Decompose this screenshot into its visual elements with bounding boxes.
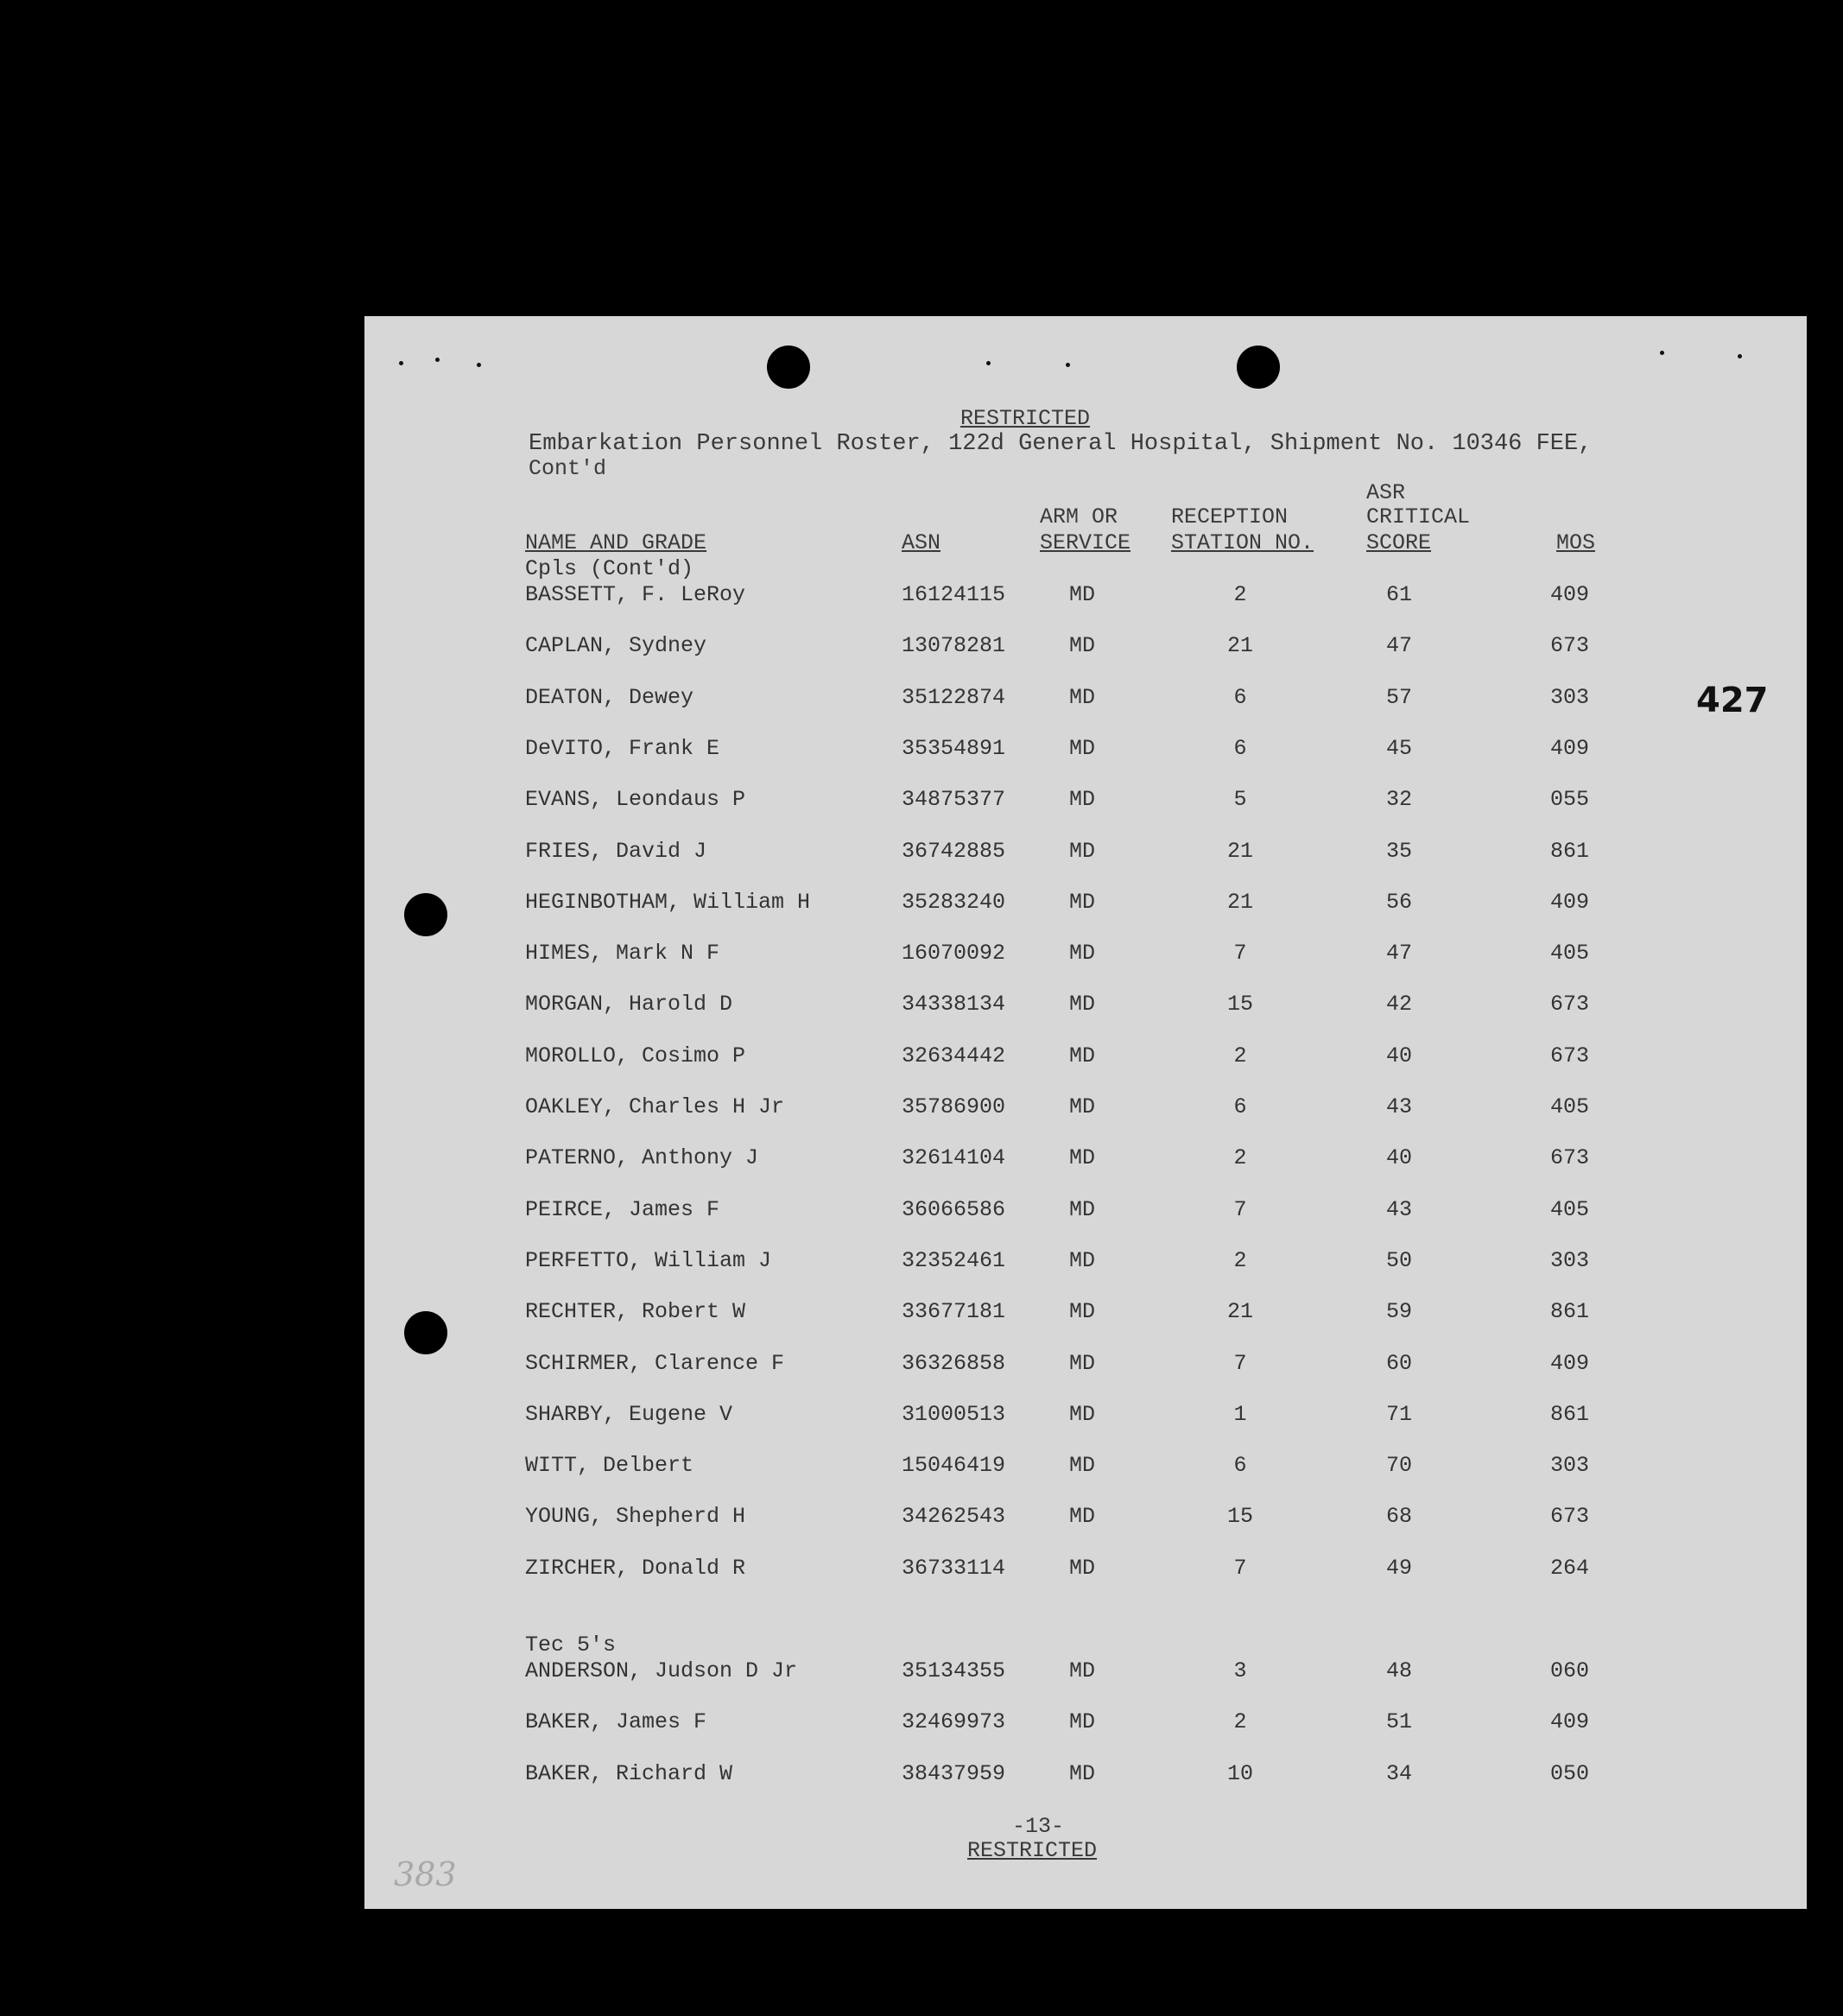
cell-arm-or-service: MD xyxy=(1069,838,1096,864)
table-row xyxy=(364,633,1807,668)
table-row xyxy=(364,685,1807,720)
cell-reception-station: 3 xyxy=(1233,1658,1247,1683)
table-row xyxy=(364,1761,1807,1796)
cell-name: ZIRCHER, Donald R xyxy=(525,1555,746,1581)
cell-mos: 409 xyxy=(1550,1709,1590,1735)
cell-asr-score: 34 xyxy=(1385,1760,1412,1786)
table-row xyxy=(364,1197,1807,1232)
cell-asn: 16124115 xyxy=(902,582,1006,607)
cell-arm-or-service: MD xyxy=(1069,1709,1096,1735)
cell-asr-score: 40 xyxy=(1385,1145,1412,1171)
cell-arm-or-service: MD xyxy=(1069,1299,1096,1325)
cell-arm-or-service: MD xyxy=(1069,941,1096,967)
cell-arm-or-service: MD xyxy=(1069,1504,1096,1530)
table-row xyxy=(364,1043,1807,1078)
cell-arm-or-service: MD xyxy=(1069,1094,1096,1119)
cell-name: PATERNO, Anthony J xyxy=(525,1145,759,1171)
column-asr-heading-line1: ASR xyxy=(1366,480,1406,505)
cell-asr-score: 70 xyxy=(1385,1453,1412,1479)
cell-name: BAKER, James F xyxy=(525,1709,707,1735)
cell-mos: 861 xyxy=(1550,1299,1590,1325)
cell-asr-score: 51 xyxy=(1385,1709,1412,1735)
cell-name: YOUNG, Shepherd H xyxy=(525,1504,746,1530)
cell-arm-or-service: MD xyxy=(1069,1760,1096,1786)
speck xyxy=(435,358,440,362)
cell-mos: 409 xyxy=(1550,889,1590,915)
cell-name: DEATON, Dewey xyxy=(525,684,694,710)
cell-arm-or-service: MD xyxy=(1069,1196,1096,1222)
cell-name: MOROLLO, Cosimo P xyxy=(525,1043,746,1068)
cell-reception-station: 6 xyxy=(1233,1453,1247,1479)
group-label: Cpls (Cont'd) xyxy=(525,556,694,581)
cell-mos: 303 xyxy=(1550,1247,1590,1273)
stamped-number: 427 xyxy=(1696,681,1769,720)
cell-mos: 303 xyxy=(1550,684,1590,710)
cell-asr-score: 60 xyxy=(1385,1350,1412,1376)
cell-arm-or-service: MD xyxy=(1069,787,1096,813)
cell-asn: 36742885 xyxy=(902,838,1006,864)
table-row xyxy=(364,787,1807,821)
header-title-line2: Cont'd xyxy=(529,456,607,481)
cell-asr-score: 47 xyxy=(1385,633,1412,659)
cell-asn: 35354891 xyxy=(902,735,1006,761)
cell-name: PEIRCE, James F xyxy=(525,1196,720,1222)
table-row xyxy=(364,1453,1807,1487)
cell-arm-or-service: MD xyxy=(1069,1453,1096,1479)
table-row xyxy=(364,941,1807,975)
column-arm-heading-line2: SERVICE xyxy=(1040,530,1131,555)
cell-asr-score: 49 xyxy=(1385,1555,1412,1581)
column-asr-heading-line3: SCORE xyxy=(1366,530,1432,555)
cell-asn: 35134355 xyxy=(902,1658,1006,1683)
speck xyxy=(1660,351,1664,355)
cell-name: BAKER, Richard W xyxy=(525,1760,733,1786)
cell-asn: 35283240 xyxy=(902,889,1006,915)
cell-reception-station: 6 xyxy=(1233,735,1247,761)
cell-reception-station: 21 xyxy=(1226,838,1253,864)
cell-reception-station: 7 xyxy=(1233,941,1247,967)
speck xyxy=(1738,354,1742,358)
cell-reception-station: 6 xyxy=(1233,1094,1247,1119)
column-asr-heading-line2: CRITICAL xyxy=(1366,504,1471,529)
cell-reception-station: 10 xyxy=(1226,1760,1253,1786)
cell-asn: 13078281 xyxy=(902,633,1006,659)
cell-reception-station: 7 xyxy=(1233,1196,1247,1222)
cell-asn: 15046419 xyxy=(902,1453,1006,1479)
table-row xyxy=(364,1402,1807,1436)
cell-asn: 16070092 xyxy=(902,941,1006,967)
cell-name: PERFETTO, William J xyxy=(525,1247,772,1273)
table-row xyxy=(364,839,1807,873)
cell-asn: 31000513 xyxy=(902,1401,1006,1427)
cell-name: HEGINBOTHAM, William H xyxy=(525,889,811,915)
cell-asn: 35122874 xyxy=(902,684,1006,710)
cell-name: HIMES, Mark N F xyxy=(525,941,720,967)
cell-arm-or-service: MD xyxy=(1069,582,1096,607)
speck xyxy=(477,363,481,367)
table-row xyxy=(364,736,1807,770)
cell-asn: 34875377 xyxy=(902,787,1006,813)
footer-classification: RESTRICTED xyxy=(967,1838,1098,1863)
cell-asn: 36733114 xyxy=(902,1555,1006,1581)
cell-asn: 34338134 xyxy=(902,992,1006,1018)
punch-hole-top-right xyxy=(1237,346,1280,389)
cell-asn: 32352461 xyxy=(902,1247,1006,1273)
handwritten-number: 383 xyxy=(394,1855,457,1893)
cell-mos: 673 xyxy=(1550,1504,1590,1530)
table-row xyxy=(364,1248,1807,1283)
cell-reception-station: 2 xyxy=(1233,1709,1247,1735)
cell-reception-station: 21 xyxy=(1226,633,1253,659)
table-row xyxy=(364,582,1807,617)
column-reception-heading-line1: RECEPTION xyxy=(1171,504,1289,529)
cell-mos: 405 xyxy=(1550,1196,1590,1222)
speck xyxy=(986,361,991,365)
group-label: Tec 5's xyxy=(525,1632,617,1658)
cell-name: FRIES, David J xyxy=(525,838,707,864)
cell-asn: 32469973 xyxy=(902,1709,1006,1735)
cell-mos: 409 xyxy=(1550,735,1590,761)
cell-mos: 861 xyxy=(1550,1401,1590,1427)
cell-asr-score: 40 xyxy=(1385,1043,1412,1068)
table-row xyxy=(364,1299,1807,1334)
table-row xyxy=(364,1145,1807,1180)
cell-asr-score: 68 xyxy=(1385,1504,1412,1530)
table-row xyxy=(364,1709,1807,1744)
cell-arm-or-service: MD xyxy=(1069,633,1096,659)
table-row xyxy=(364,992,1807,1026)
cell-asr-score: 59 xyxy=(1385,1299,1412,1325)
cell-arm-or-service: MD xyxy=(1069,889,1096,915)
cell-asr-score: 48 xyxy=(1385,1658,1412,1683)
cell-arm-or-service: MD xyxy=(1069,1350,1096,1376)
table-row xyxy=(364,890,1807,924)
cell-asn: 32634442 xyxy=(902,1043,1006,1068)
cell-mos: 861 xyxy=(1550,838,1590,864)
cell-arm-or-service: MD xyxy=(1069,1658,1096,1683)
column-mos-heading: MOS xyxy=(1556,530,1596,555)
cell-mos: 303 xyxy=(1550,1453,1590,1479)
cell-reception-station: 7 xyxy=(1233,1350,1247,1376)
cell-reception-station: 15 xyxy=(1226,992,1253,1018)
cell-name: CAPLAN, Sydney xyxy=(525,633,707,659)
cell-asn: 35786900 xyxy=(902,1094,1006,1119)
cell-asr-score: 61 xyxy=(1385,582,1412,607)
cell-name: DeVITO, Frank E xyxy=(525,735,720,761)
cell-asr-score: 43 xyxy=(1385,1196,1412,1222)
cell-name: RECHTER, Robert W xyxy=(525,1299,746,1325)
cell-mos: 673 xyxy=(1550,633,1590,659)
cell-asr-score: 43 xyxy=(1385,1094,1412,1119)
header-title-line1: Embarkation Personnel Roster, 122d General Hospital, Shipment No. 10346 FEE, xyxy=(529,431,1593,457)
cell-mos: 264 xyxy=(1550,1555,1590,1581)
cell-reception-station: 21 xyxy=(1226,889,1253,915)
table-row xyxy=(364,1351,1807,1385)
cell-asr-score: 32 xyxy=(1385,787,1412,813)
cell-reception-station: 2 xyxy=(1233,1247,1247,1273)
cell-asn: 33677181 xyxy=(902,1299,1006,1325)
cell-asr-score: 35 xyxy=(1385,838,1412,864)
cell-arm-or-service: MD xyxy=(1069,684,1096,710)
cell-reception-station: 2 xyxy=(1233,1145,1247,1171)
table-row xyxy=(364,1556,1807,1590)
cell-arm-or-service: MD xyxy=(1069,1401,1096,1427)
cell-asn: 36326858 xyxy=(902,1350,1006,1376)
cell-reception-station: 6 xyxy=(1233,684,1247,710)
cell-name: ANDERSON, Judson D Jr xyxy=(525,1658,798,1683)
cell-mos: 050 xyxy=(1550,1760,1590,1786)
cell-name: OAKLEY, Charles H Jr xyxy=(525,1094,785,1119)
cell-mos: 060 xyxy=(1550,1658,1590,1683)
cell-asr-score: 57 xyxy=(1385,684,1412,710)
cell-reception-station: 5 xyxy=(1233,787,1247,813)
cell-asn: 38437959 xyxy=(902,1760,1006,1786)
footer-page-number: -13- xyxy=(1012,1814,1065,1839)
speck xyxy=(399,361,403,365)
table-row xyxy=(364,1504,1807,1538)
table-row xyxy=(364,1094,1807,1129)
cell-mos: 405 xyxy=(1550,1094,1590,1119)
cell-mos: 055 xyxy=(1550,787,1590,813)
cell-name: EVANS, Leondaus P xyxy=(525,787,746,813)
cell-arm-or-service: MD xyxy=(1069,1145,1096,1171)
cell-asn: 32614104 xyxy=(902,1145,1006,1171)
column-name-heading: NAME AND GRADE xyxy=(525,530,707,555)
cell-asr-score: 47 xyxy=(1385,941,1412,967)
cell-reception-station: 2 xyxy=(1233,582,1247,607)
table-row xyxy=(364,1658,1807,1693)
cell-asr-score: 56 xyxy=(1385,889,1412,915)
cell-name: SCHIRMER, Clarence F xyxy=(525,1350,785,1376)
cell-asr-score: 45 xyxy=(1385,735,1412,761)
cell-asr-score: 42 xyxy=(1385,992,1412,1018)
cell-mos: 409 xyxy=(1550,582,1590,607)
punch-hole-top-left xyxy=(767,346,810,389)
cell-asr-score: 71 xyxy=(1385,1401,1412,1427)
cell-arm-or-service: MD xyxy=(1069,1247,1096,1273)
cell-mos: 673 xyxy=(1550,992,1590,1018)
cell-name: SHARBY, Eugene V xyxy=(525,1401,733,1427)
column-reception-heading-line2: STATION NO. xyxy=(1171,530,1314,555)
cell-reception-station: 7 xyxy=(1233,1555,1247,1581)
cell-mos: 673 xyxy=(1550,1145,1590,1171)
cell-asr-score: 50 xyxy=(1385,1247,1412,1273)
cell-mos: 673 xyxy=(1550,1043,1590,1068)
cell-reception-station: 21 xyxy=(1226,1299,1253,1325)
cell-arm-or-service: MD xyxy=(1069,1043,1096,1068)
cell-name: WITT, Delbert xyxy=(525,1453,694,1479)
cell-reception-station: 1 xyxy=(1233,1401,1247,1427)
speck xyxy=(1066,363,1070,367)
cell-name: MORGAN, Harold D xyxy=(525,992,733,1018)
header-classification: RESTRICTED xyxy=(960,406,1091,431)
cell-asn: 34262543 xyxy=(902,1504,1006,1530)
cell-arm-or-service: MD xyxy=(1069,992,1096,1018)
cell-arm-or-service: MD xyxy=(1069,1555,1096,1581)
cell-name: BASSETT, F. LeRoy xyxy=(525,582,746,607)
cell-mos: 409 xyxy=(1550,1350,1590,1376)
cell-reception-station: 15 xyxy=(1226,1504,1253,1530)
cell-arm-or-service: MD xyxy=(1069,735,1096,761)
cell-asn: 36066586 xyxy=(902,1196,1006,1222)
column-asn-heading: ASN xyxy=(902,530,941,555)
cell-reception-station: 2 xyxy=(1233,1043,1247,1068)
document-page xyxy=(364,316,1807,1909)
cell-mos: 405 xyxy=(1550,941,1590,967)
column-arm-heading-line1: ARM OR xyxy=(1040,504,1118,529)
